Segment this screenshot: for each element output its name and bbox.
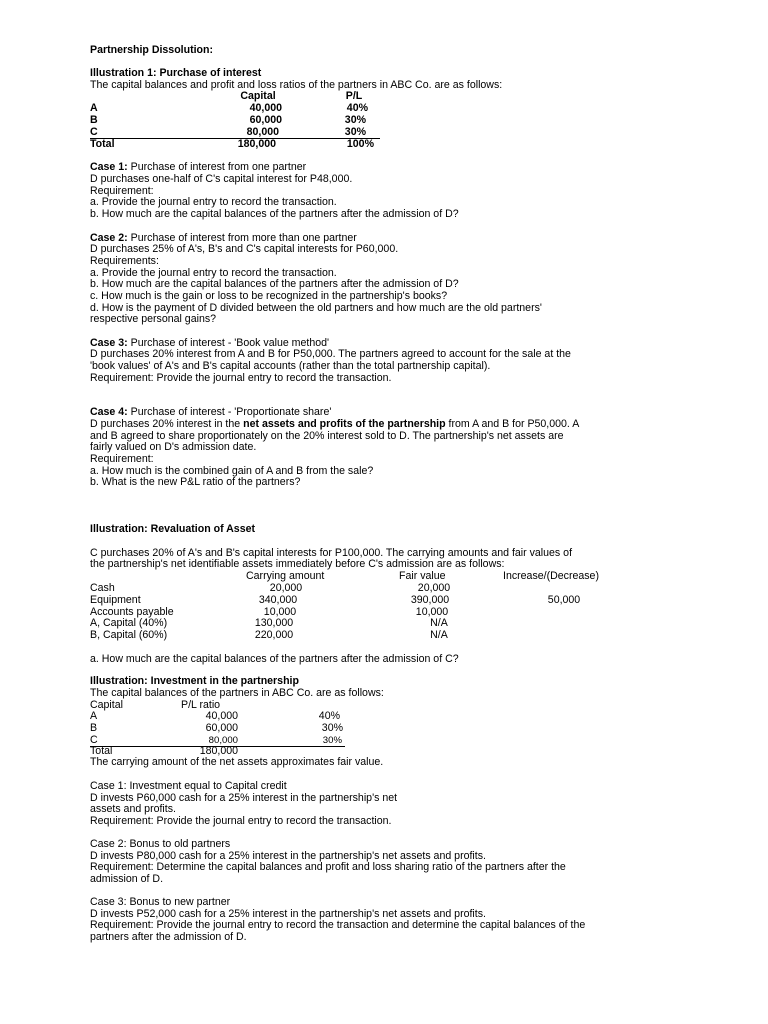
- case-4-line: b. What is the new P&L ratio of the partners?: [90, 476, 301, 488]
- carrying-amount: 10,000: [263, 606, 297, 618]
- partner-capital: 40,000: [249, 102, 282, 114]
- column-header-change: Increase/(Decrease): [503, 570, 599, 582]
- case-label: Case 4:: [90, 406, 128, 418]
- column-header-fair-value: Fair value: [399, 570, 446, 582]
- partner-name: A: [90, 710, 98, 722]
- case-1-line: a. Provide the journal entry to record the transaction.: [90, 196, 337, 208]
- investment-case-2-heading: [90, 839, 230, 851]
- case-4-heading: [90, 407, 331, 419]
- case-label: Case 1: [90, 780, 124, 792]
- case-title: Bonus to old partners: [129, 838, 231, 850]
- investment-case-2-line: Requirement: Determine the capital balances and profit and loss sharing ratio of the partners after the: [90, 861, 566, 873]
- partner-name: B: [90, 722, 98, 734]
- partner-pl: 40%: [318, 710, 340, 722]
- investment-case-1-line: Requirement: Provide the journal entry to record the transaction.: [90, 815, 392, 827]
- total-label: Total: [90, 138, 115, 150]
- account-name: B, Capital (60%): [90, 629, 168, 641]
- carrying-amount: 340,000: [258, 594, 298, 606]
- case-title: Bonus to new partner: [129, 896, 231, 908]
- partner-capital: 60,000: [205, 722, 238, 734]
- investment-case-3-line: Requirement: Provide the journal entry to record the transaction and determine the capital balances of the: [90, 919, 586, 931]
- case-1-heading: [90, 162, 306, 174]
- partner-pl: 30%: [344, 126, 366, 138]
- total-pl: 100%: [346, 138, 374, 150]
- total-label: Total: [90, 745, 113, 757]
- fair-value: 10,000: [415, 606, 449, 618]
- case-4-line: [90, 419, 579, 431]
- case-title: Purchase of interest - 'Book value method': [130, 337, 330, 349]
- case-title: : Investment equal to Capital credit: [123, 780, 287, 792]
- case-2-line: d. How is the payment of D divided between the old partners and how much are the old partners': [90, 302, 542, 314]
- case-2-line: a. Provide the journal entry to record the transaction.: [90, 267, 337, 279]
- partner-name: C: [90, 734, 98, 746]
- case-4-text: D purchases 20% interest in the: [90, 418, 244, 430]
- partner-name: C: [90, 126, 98, 138]
- increase-decrease: 50,000: [547, 594, 581, 606]
- partner-capital: 40,000: [205, 710, 238, 722]
- column-header-pl: P/L: [345, 90, 363, 102]
- case-label: Case 1:: [90, 161, 128, 173]
- account-name: Cash: [90, 582, 115, 594]
- partner-capital: 60,000: [249, 114, 282, 126]
- illustration-1-heading: Illustration 1: Purchase of interest: [90, 67, 262, 79]
- revaluation-question: a. How much are the capital balances of the partners after the admission of C?: [90, 653, 459, 665]
- case-label: Case 2:: [90, 838, 127, 850]
- fair-value: N/A: [430, 629, 448, 641]
- case-title: Purchase of interest - 'Proportionate share': [130, 406, 332, 418]
- case-4-text: from A and B for P50,000. A: [445, 418, 580, 430]
- case-2-line: Requirements:: [90, 255, 159, 267]
- revaluation-intro: the partnership's net identifiable assets immediately before C's admission are as follows:: [90, 558, 505, 570]
- case-1-line: Requirement:: [90, 185, 154, 197]
- partner-pl: 30%: [344, 114, 366, 126]
- account-name: Accounts payable: [90, 606, 174, 618]
- case-4-emphasis: net assets and profits of the partnership: [243, 418, 446, 430]
- investment-heading: Illustration: Investment in the partnership: [90, 675, 299, 687]
- investment-case-3-line: partners after the admission of D.: [90, 931, 247, 943]
- partner-capital: 80,000: [208, 735, 238, 746]
- case-2-line: respective personal gains?: [90, 313, 217, 325]
- case-3-line: 'book values' of A's and B's capital accounts (rather than the total partnership capital).: [90, 360, 491, 372]
- total-capital: 180,000: [237, 138, 276, 150]
- case-label: Case 3:: [90, 337, 128, 349]
- account-name: A, Capital (40%): [90, 617, 168, 629]
- case-2-line: c. How much is the gain or loss to be recognized in the partnership's books?: [90, 290, 448, 302]
- case-label: Case 3:: [90, 896, 127, 908]
- case-4-line: Requirement:: [90, 453, 154, 465]
- total-capital: 180,000: [199, 745, 238, 757]
- column-header-capital: Capital: [90, 699, 123, 711]
- partner-name: A: [90, 102, 98, 114]
- revaluation-intro: C purchases 20% of A's and B's capital interests for P100,000. The carrying amounts and fair values of: [90, 547, 573, 559]
- partner-name: B: [90, 114, 98, 126]
- carrying-amount: 220,000: [254, 629, 294, 641]
- investment-case-2-line: D invests P80,000 cash for a 25% interest in the partnership's net assets and profits.: [90, 850, 486, 862]
- case-title: Purchase of interest from more than one partner: [130, 232, 357, 244]
- case-2-line: D purchases 25% of A's, B's and C's capital interests for P60,000.: [90, 243, 399, 255]
- case-3-line: D purchases 20% interest from A and B for P50,000. The partners agreed to account for the sale at the: [90, 348, 571, 360]
- investment-case-1-heading: [90, 781, 287, 793]
- fair-value: 390,000: [410, 594, 450, 606]
- column-header-capital: Capital: [240, 90, 276, 102]
- case-4-line: and B agreed to share proportionately on the 20% interest sold to D. The partnership's net assets are: [90, 430, 564, 442]
- partner-pl: 30%: [322, 735, 342, 746]
- partner-capital: 80,000: [246, 126, 279, 138]
- investment-case-3-line: D invests P52,000 cash for a 25% interest in the partnership's net assets and profits.: [90, 908, 486, 920]
- case-4-line: fairly valued on D's admission date.: [90, 441, 257, 453]
- case-1-line: b. How much are the capital balances of the partners after the admission of D?: [90, 208, 459, 220]
- partner-pl: 40%: [346, 102, 368, 114]
- column-header-carrying: Carrying amount: [246, 570, 325, 582]
- investment-case-3-heading: [90, 897, 230, 909]
- case-2-line: b. How much are the capital balances of the partners after the admission of D?: [90, 278, 459, 290]
- revaluation-heading: Illustration: Revaluation of Asset: [90, 523, 256, 535]
- case-label: Case 2:: [90, 232, 128, 244]
- illustration-1-intro: The capital balances and profit and loss ratios of the partners in ABC Co. are as follows:: [90, 79, 503, 91]
- account-name: Equipment: [90, 594, 141, 606]
- partner-pl: 30%: [321, 722, 343, 734]
- carrying-amount: 130,000: [254, 617, 294, 629]
- column-header-pl-ratio: P/L ratio: [181, 699, 221, 711]
- case-4-line: a. How much is the combined gain of A and B from the sale?: [90, 465, 374, 477]
- investment-case-2-line: admission of D.: [90, 873, 164, 885]
- fair-value: N/A: [430, 617, 448, 629]
- investment-note: The carrying amount of the net assets approximates fair value.: [90, 756, 384, 768]
- investment-case-1-line: assets and profits.: [90, 803, 176, 815]
- fair-value: 20,000: [417, 582, 451, 594]
- document-title: Partnership Dissolution:: [90, 44, 214, 56]
- investment-intro: The capital balances of the partners in ABC Co. are as follows:: [90, 687, 384, 699]
- case-1-line: D purchases one-half of C's capital interest for P48,000.: [90, 173, 353, 185]
- investment-case-1-line: D invests P60,000 cash for a 25% interest in the partnership's net: [90, 792, 398, 804]
- carrying-amount: 20,000: [269, 582, 303, 594]
- case-title: Purchase of interest from one partner: [130, 161, 307, 173]
- case-3-line: Requirement: Provide the journal entry to record the transaction.: [90, 372, 392, 384]
